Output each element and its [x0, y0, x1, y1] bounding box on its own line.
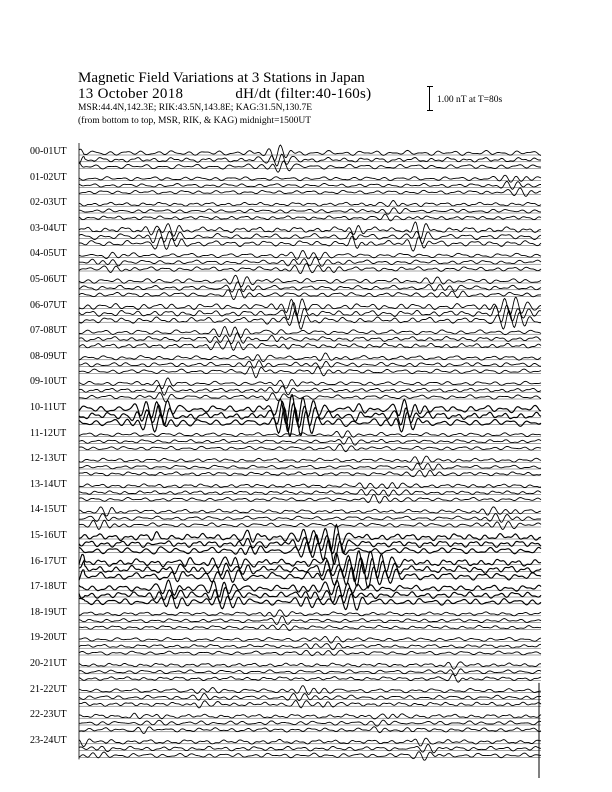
hour-label: 00-01UT — [30, 146, 67, 157]
trace-msr — [79, 175, 541, 182]
trace-kag — [79, 520, 541, 529]
hour-label: 01-02UT — [30, 171, 67, 183]
trace-kag — [79, 624, 541, 630]
trace-rik — [79, 181, 541, 189]
hour-label: 02-03UT — [30, 197, 67, 209]
trace-kag — [79, 752, 541, 761]
trace-msr — [79, 580, 541, 597]
hour-label: 04-05UT — [30, 248, 67, 260]
hour-label: 09-10UT — [30, 376, 67, 388]
hour-label: 13-14UT — [30, 478, 67, 490]
trace-rik — [79, 586, 541, 603]
trace-msr — [79, 251, 541, 260]
hour-label: 15-16UT — [30, 530, 67, 541]
trace-kag — [79, 494, 541, 503]
trace-rik — [79, 643, 541, 649]
hour-label: 14-15UT — [30, 504, 67, 516]
trace-msr — [79, 297, 541, 316]
trace-kag — [79, 727, 541, 734]
trace-rik — [79, 208, 541, 214]
trace-rik — [79, 490, 541, 497]
hour-label: 05-06UT — [30, 274, 67, 285]
trace-rik — [79, 744, 541, 753]
trace-msr — [79, 525, 541, 551]
hour-label: 10-11UT — [30, 402, 67, 413]
trace-kag — [79, 650, 541, 655]
trace-kag — [79, 289, 541, 300]
hour-label: 11-12UT — [30, 427, 67, 439]
trace-msr — [79, 378, 541, 389]
trace-msr — [79, 456, 541, 464]
hour-label: 16-17UT — [30, 555, 67, 567]
hour-label: 22-23UT — [30, 709, 67, 721]
hour-label: 07-08UT — [30, 325, 67, 337]
hour-label: 21-22UT — [30, 683, 67, 695]
hour-label: 06-07UT — [30, 299, 67, 311]
trace-kag — [79, 341, 541, 351]
trace-msr — [79, 327, 541, 338]
hour-label: 12-13UT — [30, 453, 67, 465]
hour-label: 19-20UT — [30, 632, 67, 644]
trace-rik — [79, 437, 541, 445]
hour-label: 03-04UT — [30, 222, 67, 234]
trace-kag — [79, 188, 541, 196]
trace-rik — [79, 282, 541, 292]
trace-rik — [79, 616, 541, 624]
trace-msr — [79, 483, 541, 489]
trace-kag — [79, 444, 541, 451]
trace-msr — [79, 145, 541, 161]
hour-label: 08-09UT — [30, 350, 67, 362]
hour-label: 20-21UT — [30, 658, 67, 669]
trace-msr — [79, 637, 541, 644]
trace-kag — [79, 594, 541, 610]
trace-msr — [79, 686, 541, 695]
trace-kag — [79, 563, 541, 588]
trace-rik — [79, 720, 541, 726]
trace-msr — [79, 738, 541, 747]
date-label: 13 October 2018 — [78, 86, 184, 102]
trace-kag — [79, 161, 541, 172]
hour-label: 17-18UT — [30, 581, 67, 593]
trace-kag — [79, 264, 541, 274]
trace-msr — [79, 507, 541, 516]
trace-rik — [79, 154, 541, 166]
order-note: (from bottom to top, MSR, RIK, & KAG) midnight=1500UT — [78, 116, 312, 126]
quantity-label: dH/dt (filter:40-160s) — [235, 86, 372, 102]
trace-msr — [79, 201, 541, 207]
hour-label: 18-19UT — [30, 606, 67, 618]
trace-kag — [79, 470, 541, 477]
trace-kag — [79, 674, 541, 682]
chart-title: Magnetic Field Variations at 3 Stations in Japan — [78, 70, 365, 86]
trace-rik — [79, 385, 541, 395]
trace-rik — [79, 463, 541, 470]
trace-rik — [79, 514, 541, 523]
trace-rik — [79, 257, 541, 266]
trace-rik — [79, 361, 541, 369]
trace-rik — [79, 669, 541, 676]
stations-line: MSR:44.4N,142.3E; RIK:43.5N,143.8E; KAG:31.5N,130.7E — [78, 103, 313, 113]
trace-rik — [79, 694, 541, 701]
trace-msr — [79, 275, 541, 287]
trace-kag — [79, 393, 541, 402]
trace-kag — [79, 310, 541, 329]
hour-label: 23-24UT — [30, 734, 67, 746]
trace-kag — [79, 701, 541, 708]
trace-msr — [79, 662, 541, 669]
scale-label: 1.00 nT at T=80s — [437, 95, 503, 105]
trace-kag — [79, 367, 541, 378]
trace-rik — [79, 558, 541, 582]
trace-msr — [79, 353, 541, 362]
trace-msr — [79, 431, 541, 438]
